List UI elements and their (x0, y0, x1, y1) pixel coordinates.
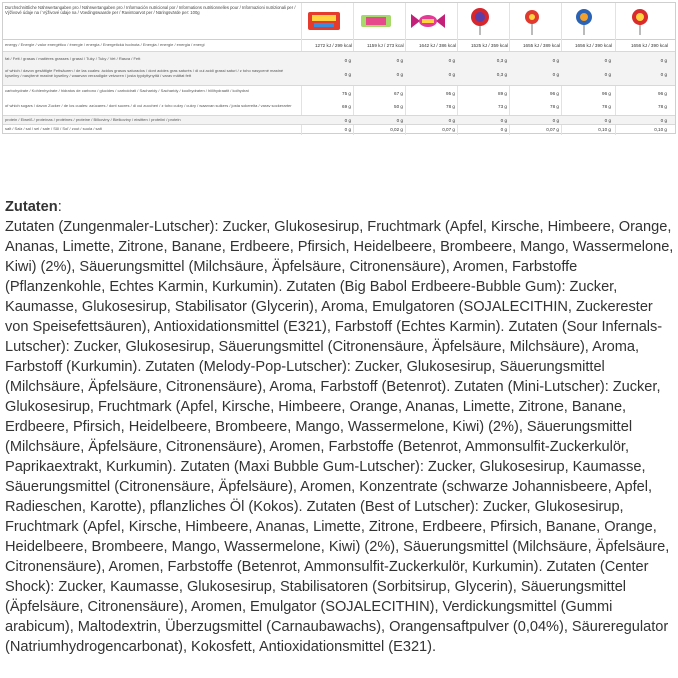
table-row-energy (3, 40, 675, 52)
lollipop-icon (460, 6, 500, 36)
table-cell: 0 g (552, 118, 559, 123)
candy-box-icon (304, 6, 344, 36)
ingredients-title-colon: : (57, 199, 62, 215)
product-image-zungenmaler (303, 5, 345, 37)
table-cell: 0,02 g (390, 127, 403, 132)
table-cell: 0 g (344, 127, 351, 132)
table-cell: 0 g (660, 58, 667, 63)
table-cell: 50 g (394, 104, 403, 109)
lollipop-icon (620, 6, 660, 36)
table-cell: 0 g (500, 127, 507, 132)
table-cell: 0 g (396, 72, 403, 77)
product-image-sour-infernals (407, 5, 449, 37)
product-image-mini-lutscher (511, 5, 553, 37)
table-cell: 1656 kJ / 390 kcal (631, 43, 669, 48)
table-header (3, 3, 675, 40)
ingredients-section (5, 197, 677, 657)
table-cell: 0 g (500, 118, 507, 123)
table-cell: 0,10 g (654, 127, 667, 132)
ingredients-text: Zutaten (Zungenmaler-Lutscher): Zucker, Glukosesirup, Fruchtmark (Apfel, Kirsche, Himbeere, Orange, Ananas, Limette, Zitrone, Banane, Erdbeere, Pfirsich, Heidelbeere, Brombeere, Mango, Wassermelone, Kiwi) (2%), Säuerungsmittel (Milchsäure, Äpfelsäure, Citronensäure), Aromen, Farbstoffe (Pflanzenkohle, Echtes Karmin, Kurkumin). Zutaten (Big Babol Erdbeere-Bubble Gum): Zucker, Kaumasse, Glukosesirup, Stabilisator (Glycerin), Aroma, Emulgatoren (SOJALECITHIN, Zuckerester von Speisefettsäuren), Antioxidationsmittel (E321), Farbstoff (Echtes Karmin). Zutaten (Sour Infernals-Lutscher): Zucker, Glukosesirup, Säuerungsmittel (Citronensäure, Äpfelsäure, Milchsäure), Aroma, Farbstoff (Kurkumin). Zutaten (Melody-Pop-Lutscher): Zucker, Glukosesirup, Säuerungsmittel (Milchsäure, Äpfelsäure, Citronensäure), Aroma, Farbstoff (Betenrot). Zutaten (Mini-Lutscher): Zucker, Glukosesirup, Fruchtmark (Apfel, Kirsche, Himbeere, Orange, Ananas, Limette, Zitrone, Banane, Erdbeere, Pfirsich, Heidelbeere, Brombeere, Mango, Wassermelone, Kiwi) (2%), Säuerungsmittel (Milchsäure, Äpfelsäure, Citronensäure), Aromen, Farbstoffe (Betenrot, Ammonsulfit-Zuckerkulör, Paprikaextrakt, Kurkumin). Zutaten (Maxi Bubble Gum-Lutscher): Zucker, Glukosesirup, Kaumasse, Säuerungsmittel (Citronensäure, Äpfelsäure), Aromen, Konzentrate (schwarze Johannisbeere, Apfel, Radieschen, Karotte), pflanzliches Öl (Kokos). Zutaten (Best of Lutscher): Zucker, Glukosesirup, Fruchtmark (Apfel, Kirsche, Himbeere, Ananas, Limette, Zitrone, Erdbeere, Pfirsich, Banane, Orange, Heidelbeere, Brombeere, Mango, Wassermelone, Kiwi) (2%), Säuerungsmittel (Milchsäure, Äpfelsäure, Citronensäure), Aromen, Farbstoffe (Betenrot, Ammonsulfit-Zuckerkulör, Kurkumin). Zutaten (Center Shock): Zucker, Kaumasse, Glukosesirup, Stabilisatoren (Sorbitsirup, Glycerin), Säuerungsmittel (Äpfelsäure, Citronensäure), Aromen, Emulgator (SOJALECITHIN), Verdickungsmittel (Gummi arabicum), Maltodextrin, Überzugsmittel (Carnaubawachs), Orangensaftpulver (0,04%), Säureregulator (Natriumhydrogencarbonat), Kokosfett, Antioxidationsmittel (E321). (5, 219, 674, 655)
table-row-carbohydrate (3, 86, 675, 116)
table-cell: 1159 kJ / 273 kcal (367, 43, 404, 48)
table-cell: 95 g (446, 91, 455, 96)
table-cell: 0 g (552, 72, 559, 77)
lollipop-icon (512, 6, 552, 36)
bubble-gum-icon (356, 6, 396, 36)
table-cell: 78 g (446, 104, 455, 109)
product-image-maxi-bubble-gum (563, 5, 605, 37)
table-cell: 0 g (552, 58, 559, 63)
row-label: of which / davon gesättigte Fettsäuren / de las cuales: ácidos grasos saturados / dont acides gras saturés / di cui acidi grassi saturi / z toho nasycené mastné kyseliny / nasýtené mastné kyseliny / waarvan verzadigde vetzuren / josta tyydyttynyttä / varav mättat fett (5, 68, 284, 78)
table-cell: 67 g (394, 91, 403, 96)
table-cell: 96 g (550, 91, 559, 96)
row-label: protein / Eiweiß / proteínas / protéines / proteine / Bílkoviny / Bielkoviny / eiwitten / proteiini / protein (5, 117, 181, 122)
lollipop-icon (564, 6, 604, 36)
table-cell: 1656 kJ / 390 kcal (575, 43, 613, 48)
table-row-salt (3, 125, 675, 134)
table-cell: 0 g (604, 72, 611, 77)
product-image-melody-pop (459, 5, 501, 37)
ingredients-heading (5, 197, 677, 217)
table-cell: 0,07 g (442, 127, 455, 132)
table-cell: 0,3 g (496, 58, 507, 63)
table-cell: 78 g (658, 104, 667, 109)
wrapped-candy-icon (408, 6, 448, 36)
ingredients-title: Zutaten (5, 199, 58, 215)
table-cell: 0 g (344, 118, 351, 123)
product-image-best-of (619, 5, 661, 37)
row-label: carbohydrate / Kohlenhydrate / hidratos de carbono / glucides / carboidrati / Sacharidy / Sacharidy / koolhydraten / hiilihydraatit / kolhydrat (5, 88, 249, 93)
table-cell: 0 g (344, 72, 351, 77)
table-cell: 0 g (448, 58, 455, 63)
table-cell: 0 g (396, 58, 403, 63)
table-cell: 0 g (396, 118, 403, 123)
nutrition-table (2, 2, 676, 134)
row-label: of which sugars / davon Zucker / de los cuales: azúcares / dont sucres / di cui zuccheri / z toho cukry / cukry / waarvan suikers / josta sokereita / varav sockerarter (5, 103, 292, 108)
product-image-big-babol (355, 5, 397, 37)
table-cell: 96 g (658, 91, 667, 96)
table-cell: 96 g (602, 91, 611, 96)
table-cell: 0 g (660, 118, 667, 123)
row-label: salt / Salz / sal / sel / sale / Sůl / Soľ / zout / suola / salt (5, 126, 102, 131)
table-cell: 0 g (604, 118, 611, 123)
table-cell: 69 g (342, 104, 351, 109)
table-cell: 1525 kJ / 359 kcal (471, 43, 509, 48)
table-cell: 0 g (448, 118, 455, 123)
table-cell: 0,3 g (496, 72, 507, 77)
table-cell: 1272 kJ / 299 kcal (315, 43, 353, 48)
table-header-text: Durchschnittliche Nährwertangaben pro / Nährwertangaben pro / Información nutricional por / Informations nutritionnelles pour / Informazioni nutrizionali per / Výživové údaje na / Výživové údaje na / Voedingswaarde per / Ravintoarvot per / Näringsvärde per: 100g (5, 5, 296, 15)
table-cell: 0 g (448, 72, 455, 77)
table-row-protein (3, 116, 675, 125)
table-cell: 73 g (498, 104, 507, 109)
table-cell: 1642 kJ / 386 kcal (419, 43, 457, 48)
table-cell: 78 g (550, 104, 559, 109)
table-cell: 0,07 g (546, 127, 559, 132)
table-cell: 75 g (342, 91, 351, 96)
table-cell: 0,10 g (598, 127, 611, 132)
table-cell: 0 g (344, 58, 351, 63)
row-label: fat / Fett / grasas / matières grasses / grassi / Tuky / Tuky / Vet / Rasva / Fett (5, 56, 141, 61)
table-cell: 89 g (498, 91, 507, 96)
table-cell: 78 g (602, 104, 611, 109)
row-label: energy / Energie / valor energético / énergie / energia / Energetická hodnota / Energia / energie / energia / energi (5, 42, 205, 47)
table-cell: 0 g (660, 72, 667, 77)
table-cell: 0 g (604, 58, 611, 63)
table-cell: 1655 kJ / 389 kcal (523, 43, 561, 48)
table-row-fat (3, 52, 675, 86)
